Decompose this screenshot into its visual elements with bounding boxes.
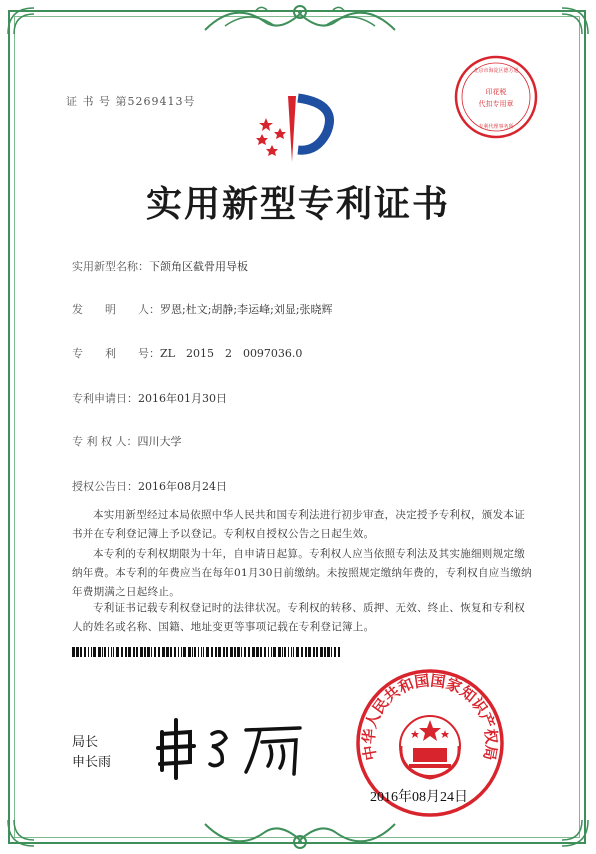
certificate-number [66,93,196,109]
field-grant-date-label: 授权公告日： [72,480,138,493]
field-patent-number-label: 专 利 号： [72,347,160,360]
official-name: 申长雨 [72,755,112,770]
field-apply-date-label: 专利申请日： [72,392,138,405]
field-patent-number [72,345,302,361]
svg-text:代扣专用章: 代扣专用章 [478,100,514,108]
svg-text:北京市海淀区德方通: 北京市海淀区德方通 [473,68,519,74]
field-holder [72,433,182,449]
certificate-number-label: 证 书 号 第 [66,95,128,108]
bottom-ornament-icon [195,814,405,854]
field-inventor [72,301,333,317]
svg-text:印花税: 印花税 [485,88,507,96]
body-paragraph-3: 专利证书记载专利权登记时的法律状况。专利权的转移、质押、无效、终止、恢复和专利权人的姓名或名称、国籍、地址变更等事项记载在专利登记簿上。 [72,602,525,633]
official-block [72,733,111,773]
agency-seal-icon [453,54,539,140]
barcode-icon [72,647,342,657]
corner-ornament-icon [4,4,44,44]
date-stamp: 2016年08月24日 [370,790,468,805]
corner-ornament-icon [552,4,592,44]
field-holder-label: 专 利 权 人： [72,435,138,448]
certificate-number-value: 5269413 [127,95,184,108]
field-name-label: 实用新型名称： [72,260,149,273]
corner-ornament-icon [4,810,44,850]
signature-icon [150,712,310,782]
field-holder-value: 四川大学 [137,435,182,448]
field-apply-date [72,390,227,406]
body-paragraph-2: 本专利的专利权期限为十年，自申请日起算。专利权人应当依照专利法及其实施细则规定缴纳年费。本专利的年费应当在每年01月30日前缴纳。未按照规定缴纳年费的，专利权自应当缴纳年费期满之日起终止。 [72,548,532,598]
field-inventor-value: 罗恩;杜文;胡静;李运峰;刘显;张晓辉 [160,303,333,316]
field-name [72,258,248,274]
official-seal-text: 中华人民共和国国家知识产权局 [359,671,501,762]
field-patent-number-value: ZL 2015 2 0097036.0 [160,347,303,360]
field-grant-date-value: 2016年08月24日 [138,480,227,493]
body-paragraph-1: 本实用新型经过本局依照中华人民共和国专利法进行初步审查，决定授予专利权，颁发本证书并在专利登记簿上予以登记。专利权自授权公告之日起生效。 [72,509,525,540]
field-apply-date-value: 2016年01月30日 [138,392,227,405]
field-inventor-label: 发 明 人： [72,303,160,316]
svg-text:专利代理事务所: 专利代理事务所 [478,124,514,130]
field-grant-date [72,478,227,494]
certificate-title: 实用新型专利证书 [145,183,450,225]
corner-ornament-icon [552,810,592,850]
official-title: 局长 [72,735,99,750]
certificate-number-suffix: 号 [183,95,196,108]
top-ornament-icon [195,0,405,40]
sipo-logo-icon [252,90,342,168]
field-name-value: 下颌角区截骨用导板 [149,260,248,273]
